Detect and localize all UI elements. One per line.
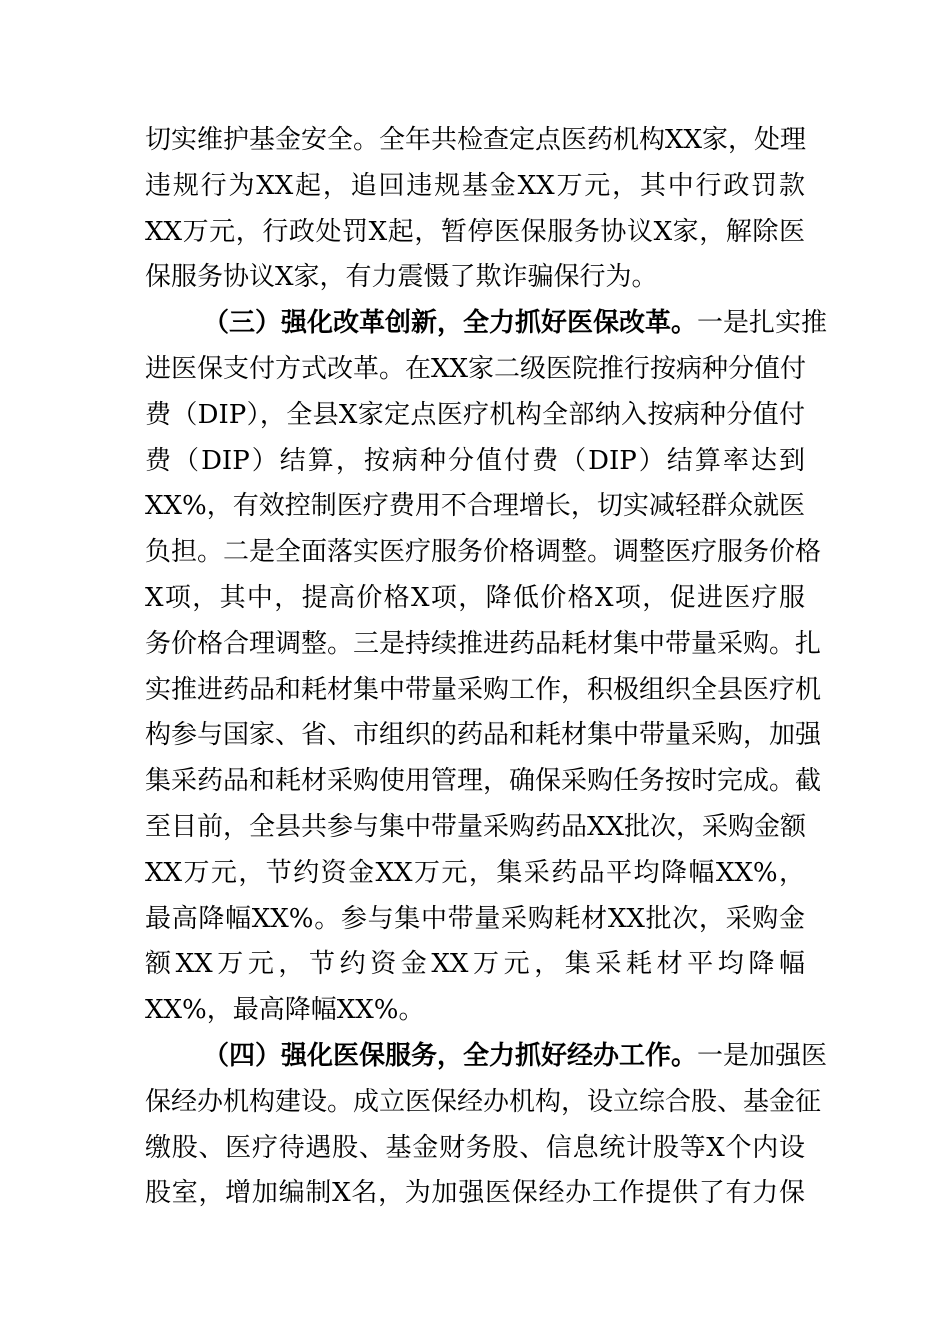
text-line: 保经办机构建设。成立医保经办机构，设立综合股、基金征 [145, 1086, 822, 1117]
text-line: 额XX万元，节约资金XX万元，集采耗材平均降幅 [145, 949, 805, 980]
text-line: XX%，有效控制医疗费用不合理增长，切实减轻群众就医 [145, 491, 805, 522]
text-line: X项，其中，提高价格X项，降低价格X项，促进医疗服 [145, 582, 805, 613]
text-line: 务价格合理调整。三是持续推进药品耗材集中带量采购。扎 [145, 628, 822, 659]
text-line: 缴股、医疗待遇股、基金财务股、信息统计股等X个内设 [145, 1132, 805, 1163]
section-heading: （四）强化医保服务，全力抓好经办工作。 [203, 1040, 698, 1071]
text-line: 构参与国家、省、市组织的药品和耗材集中带量采购，加强 [145, 720, 822, 751]
text-fragment: 一是加强医 [697, 1040, 828, 1071]
text-line: 至目前，全县共参与集中带量采购药品XX批次，采购金额 [145, 811, 807, 842]
text-line: 股室，增加编制X名，为加强医保经办工作提供了有力保 [145, 1178, 805, 1209]
paragraph-2 [145, 301, 828, 1034]
paragraph-1 [145, 118, 805, 301]
text-line: 负担。二是全面落实医疗服务价格调整。调整医疗服务价格 [145, 537, 822, 568]
text-line: 违规行为XX起，追回违规基金XX万元，其中行政罚款 [145, 170, 805, 201]
text-line: 费（DIP），全县X家定点医疗机构全部纳入按病种分值付 [145, 399, 805, 430]
text-line: 集采药品和耗材采购使用管理，确保采购任务按时完成。截 [145, 766, 822, 797]
paragraph-3 [145, 1034, 828, 1217]
text-line: XX万元，行政处罚X起，暂停医保服务协议X家，解除医 [145, 216, 805, 247]
text-line: 保服务协议X家，有力震慑了欺诈骗保行为。 [145, 262, 658, 293]
text-fragment: 一是扎实推 [697, 308, 828, 339]
text-line [145, 1034, 828, 1080]
text-line: 最高降幅XX%。参与集中带量采购耗材XX批次，采购金 [145, 903, 805, 934]
text-line: 切实维护基金安全。全年共检查定点医药机构XX家，处理 [145, 125, 807, 155]
text-line: XX万元，节约资金XX万元，集采药品平均降幅XX%， [145, 857, 805, 888]
text-line: 费（DIP）结算，按病种分值付费（DIP）结算率达到 [145, 445, 805, 476]
text-line: 进医保支付方式改革。在XX家二级医院推行按病种分值付 [145, 353, 807, 384]
text-line: 实推进药品和耗材集中带量采购工作，积极组织全县医疗机 [145, 674, 822, 705]
text-line [145, 301, 828, 347]
text-line: XX%，最高降幅XX%。 [145, 995, 425, 1026]
section-heading: （三）强化改革创新，全力抓好医保改革。 [203, 308, 698, 339]
document-body [145, 118, 828, 1217]
